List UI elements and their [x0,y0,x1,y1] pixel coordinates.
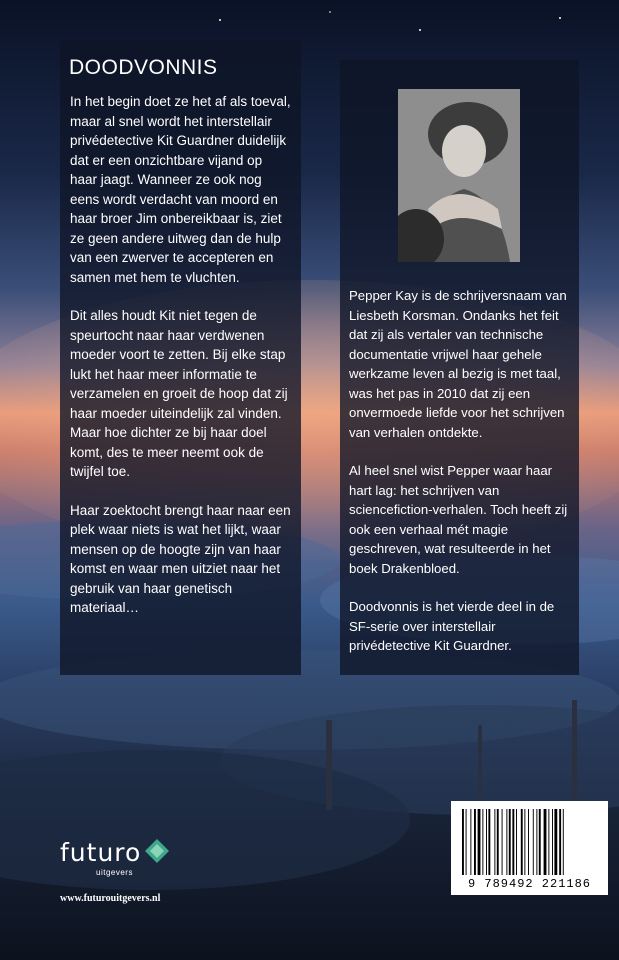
author-panel [340,60,579,675]
author-portrait-image [398,89,520,262]
publisher-website: www.futurouitgevers.nl [60,893,161,904]
blurb-paragraph-3: Haar zoektocht brengt haar naar een plek waar niets is wat het lijkt, waar mensen op de hoogte zijn van haar komst en waar men uitziet naar het gebruik van haar genetisch materiaal… [70,502,291,615]
isbn-number: 9 789492 221186 [467,877,592,891]
author-photo [398,89,520,262]
publisher-logo [60,838,170,883]
blurb-panel [60,40,301,675]
bio-paragraph-1: Pepper Kay is de schrijversnaam van Liesbeth Korsman. Ondanks het feit dat zij als vertaler van technische documentatie vrijwel haar gehele werkzame leven al bezig is met taal, was het pas in 2010 dat zij een onvermoede liefde voor het schrijven van verhalen ontdekte. [349,288,567,440]
isbn-barcode [451,801,608,895]
bio-paragraph-2: Al heel snel wist Pepper waar haar hart lag: het schrijven van sciencefiction-verhalen. Toch heeft zij ook een verhaal mét magie geschreven, wat resulteerde in het boek Drakenbloed. [349,463,568,576]
bio-paragraph-3: Doodvonnis is het vierde deel in de SF-serie over interstellair privédetective Kit Guardner. [349,599,555,653]
blurb-paragraph-2: Dit alles houdt Kit niet tegen de speurtocht naar haar verdwenen moeder voort te zetten. Bij elke stap lukt het haar meer informatie te verzamelen en groeit de hoop dat zij haar moeder uiteindelijk zal vinden. Maar hoe dichter ze bij haar doel komt, des te meer neemt ook de twijfel toe. [70,308,288,479]
blurb-paragraph-1: In het begin doet ze het af als toeval, maar al snel wordt het interstellair privédetective Kit Guardner duidelijk dat er een onzichtbare vijand op haar jaagt. Wanneer ze ook nog eens wordt verdacht van moord en haar broer Jim onbereikbaar is, ziet ze geen andere uitweg dan de hulp van een zwerver te accepteren en samen met hem te vluchten. [70,94,291,285]
book-title: DOODVONNIS [69,56,218,79]
publisher-logo-subtitle: uitgevers [96,868,133,877]
publisher-star-icon [144,838,170,864]
author-bio [349,286,571,675]
publisher-logo-text: futuro [60,838,142,867]
barcode-bars [461,809,598,875]
